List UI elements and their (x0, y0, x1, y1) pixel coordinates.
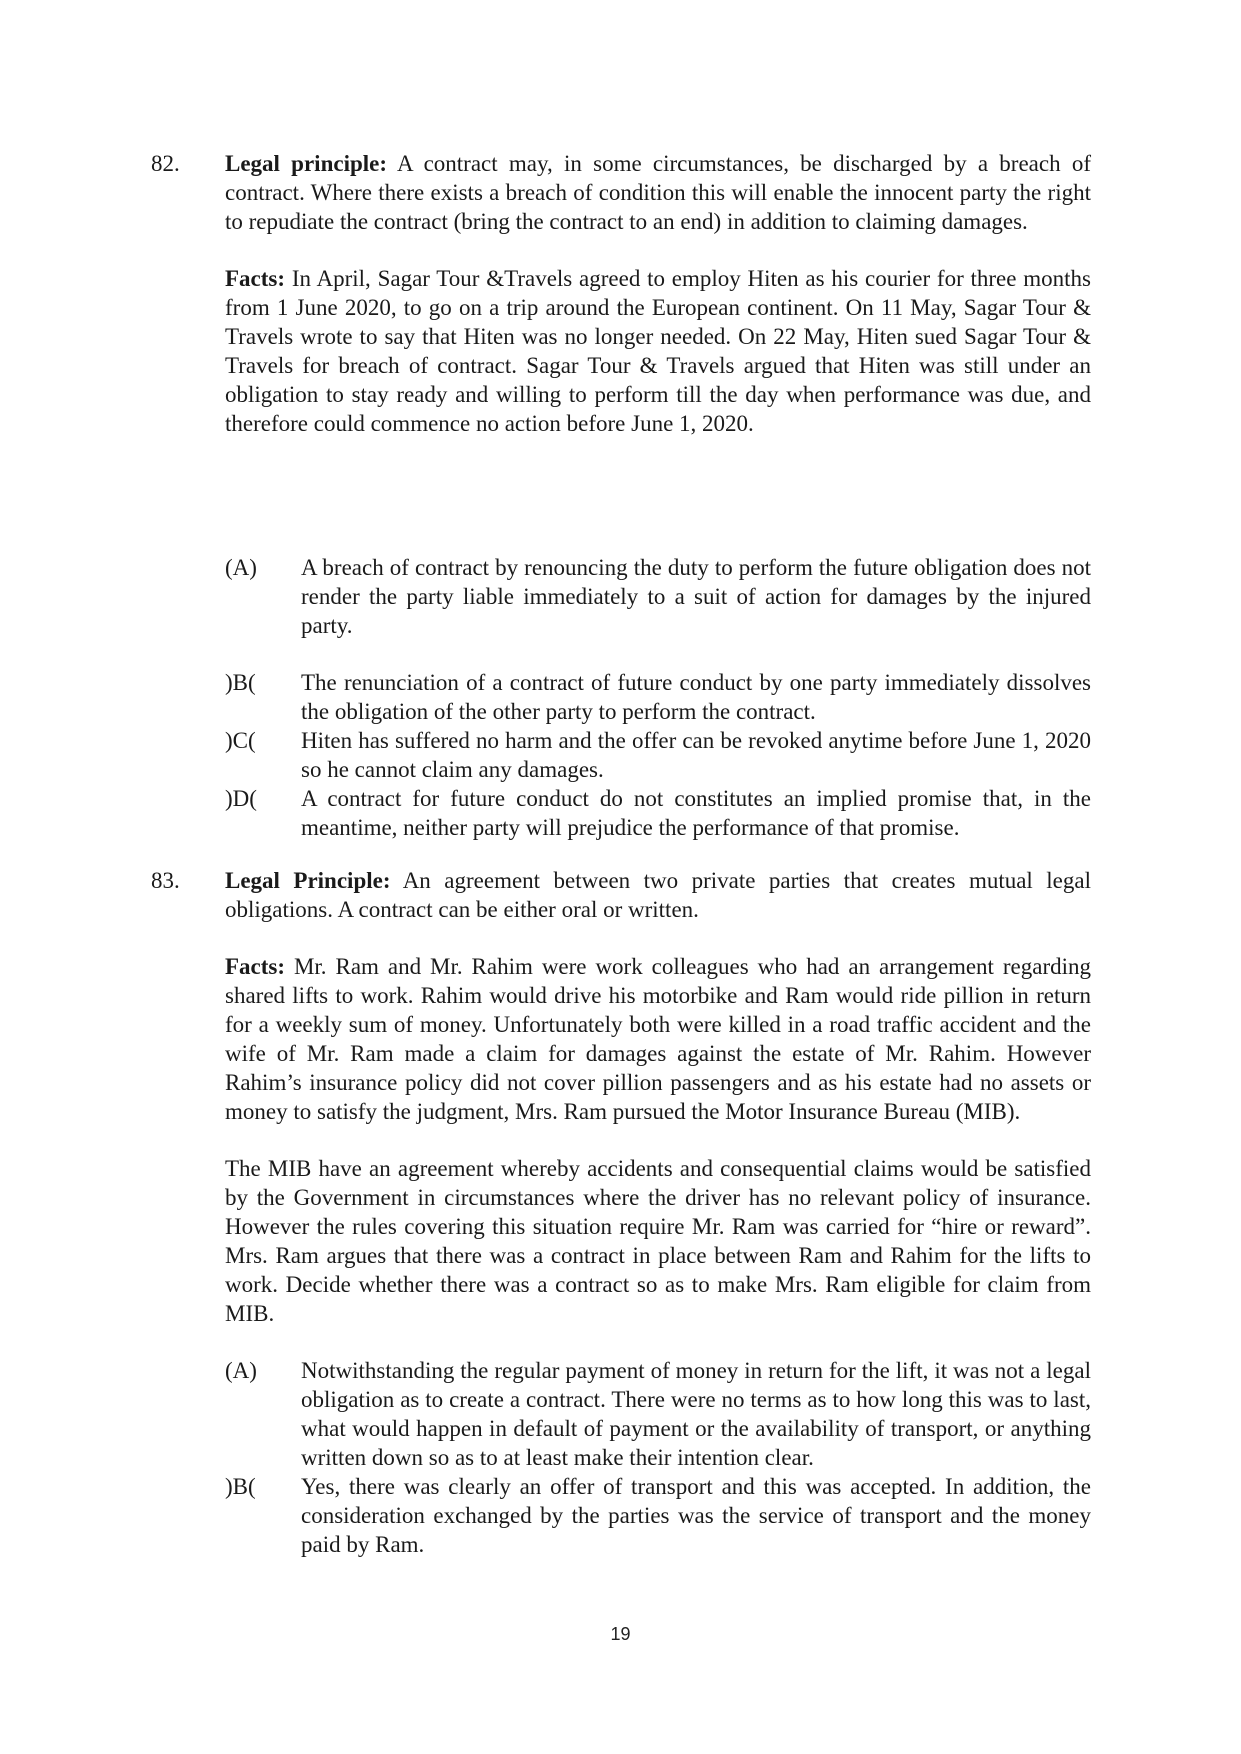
option-b[interactable] (225, 1472, 1091, 1559)
principle-text: An agreement between two private parties that creates mutual legal obligations. A contract can be either oral or written. (225, 868, 1091, 922)
principle-label: Legal Principle: (225, 868, 391, 893)
options-list (225, 553, 1091, 842)
option-a[interactable] (225, 553, 1091, 640)
facts (225, 264, 1091, 438)
option-letter: )C( (225, 728, 256, 753)
page-number: 19 (610, 1624, 631, 1644)
legal-principle (225, 149, 1091, 236)
option-text: A contract for future conduct do not constitutes an implied promise that, in the meantime, neither party will prejudice the performance of that promise. (301, 786, 1091, 840)
option-letter: (A) (225, 1358, 257, 1383)
option-letter: )B( (225, 670, 256, 695)
facts (225, 952, 1091, 1126)
question-number: 83. (151, 868, 180, 893)
option-text: Yes, there was clearly an offer of transport and this was accepted. In addition, the consideration exchanged by the parties was the service of transport and the money paid by Ram. (301, 1474, 1091, 1557)
option-letter: )D( (225, 786, 257, 811)
facts-text: In April, Sagar Tour &Travels agreed to employ Hiten as his courier for three months from 1 June 2020, to go on a trip around the European continent. On 11 May, Sagar Tour & Travels wrote to say that Hiten was no longer needed. On 22 May, Hiten sued Sagar Tour & Travels for breach of contract. Sagar Tour & Travels argued that Hiten was still under an obligation to stay ready and willing to perform till the day when performance was due, and therefore could commence no action before June 1, 2020. (225, 266, 1091, 436)
option-text: Notwithstanding the regular payment of money in return for the lift, it was not a legal obligation as to create a contract. There were no terms as to how long this was to last, what would happen in default of payment or the availability of transport, or anything written down so as to at least make their intention clear. (301, 1358, 1091, 1470)
facts-text: Mr. Ram and Mr. Rahim were work colleagues who had an arrangement regarding shared lifts to work. Rahim would drive his motorbike and Ram would ride pillion in return for a weekly sum of money. Unfortunately both were killed in a road traffic accident and the wife of Mr. Ram made a claim for damages against the estate of Mr. Rahim. However Rahim’s insurance policy did not cover pillion passengers and as his estate had no assets or money to satisfy the judgment, Mrs. Ram pursued the Motor Insurance Bureau (MIB). (225, 954, 1091, 1124)
legal-principle (225, 866, 1091, 924)
question-body (225, 866, 1091, 1559)
option-text: Hiten has suffered no harm and the offer can be revoked anytime before June 1, 2020 so he cannot claim any damages. (301, 728, 1091, 782)
option-a[interactable] (225, 1356, 1091, 1472)
principle-label: Legal principle: (225, 151, 388, 176)
facts-label: Facts: (225, 266, 286, 291)
option-b[interactable] (225, 668, 1091, 726)
principle-text: A contract may, in some circumstances, be discharged by a breach of contract. Where there exists a breach of condition this will enable the innocent party the right to repudiate the contract (bring the contract to an end) in addition to claiming damages. (225, 151, 1091, 234)
option-text: The renunciation of a contract of future conduct by one party immediately dissolves the obligation of the other party to perform the contract. (301, 670, 1091, 724)
question-number: 82. (151, 151, 180, 176)
question-body (225, 149, 1091, 438)
option-letter: (A) (225, 555, 257, 580)
mib-paragraph: The MIB have an agreement whereby accidents and consequential claims would be satisfied by the Government in circumstances where the driver has no relevant policy of insurance. However the rules covering this situation require Mr. Ram was carried for “hire or reward”. Mrs. Ram argues that there was a contract in place between Ram and Rahim for the lifts to work. Decide whether there was a contract so as to make Mrs. Ram eligible for claim from MIB. (225, 1156, 1091, 1326)
option-c[interactable] (225, 726, 1091, 784)
facts-label: Facts: (225, 954, 286, 979)
option-text: A breach of contract by renouncing the duty to perform the future obligation does not render the party liable immediately to a suit of action for damages by the injured party. (301, 555, 1091, 638)
option-letter: )B( (225, 1474, 256, 1499)
option-d[interactable] (225, 784, 1091, 842)
